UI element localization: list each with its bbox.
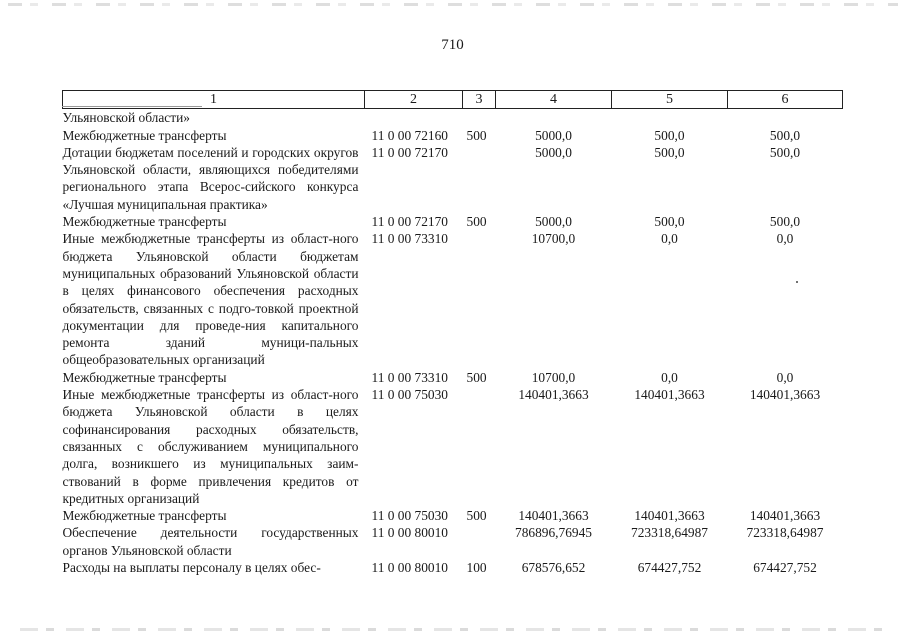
row-code: 11 0 00 73310 bbox=[371, 231, 448, 247]
table-row bbox=[63, 386, 843, 507]
table-row bbox=[63, 369, 843, 386]
row-value-2: 140401,3663 bbox=[634, 387, 705, 403]
row-type bbox=[463, 524, 496, 559]
row-type bbox=[463, 144, 496, 213]
row-value-3: 723318,64987 bbox=[746, 525, 824, 541]
row-type: 500 bbox=[466, 369, 487, 385]
row-name: Межбюджетные трансферты bbox=[62, 127, 227, 143]
table-row bbox=[63, 144, 843, 213]
row-value-2: 0,0 bbox=[661, 231, 678, 247]
row-value-2: 500,0 bbox=[654, 127, 685, 143]
row-value-2: 500,0 bbox=[654, 214, 685, 230]
scan-artifact-bottom bbox=[20, 628, 890, 631]
row-value-1: 678576,652 bbox=[521, 560, 586, 576]
scan-speck bbox=[796, 281, 798, 283]
row-name: Дотации бюджетам поселений и городских округов Ульяновской области, являющихся победителями регионального этапа Всерос-сийского конкурса «Лучшая муниципальная практика» bbox=[62, 144, 359, 212]
row-value-2: 723318,64987 bbox=[631, 525, 708, 541]
row-value-2: 0,0 bbox=[661, 369, 678, 385]
row-value-1: 10700,0 bbox=[531, 231, 576, 247]
column-header: 5 bbox=[612, 91, 728, 109]
row-type bbox=[463, 386, 496, 507]
scan-artifact-top bbox=[8, 3, 898, 6]
row-value-1: 5000,0 bbox=[535, 144, 572, 160]
row-name: Обеспечение деятельности государственных органов Ульяновской области bbox=[62, 525, 359, 558]
row-code: 11 0 00 73310 bbox=[371, 369, 448, 385]
row-value-1: 140401,3663 bbox=[518, 508, 589, 524]
page-number: 710 bbox=[441, 37, 464, 53]
row-name: Ульяновской области» bbox=[62, 110, 190, 126]
row-value-3: 674427,752 bbox=[753, 560, 817, 576]
row-name: Иные межбюджетные трансферты из област-ного бюджета Ульяновской области бюджетам муниципальных образований Ульяновской области в целях финансового обеспечения расходных обязательств, связанных с подго-товкой проектной документации для проведе-ния капитального ремонта зданий муници-пальных общеобразовательных организаций bbox=[62, 231, 359, 368]
table-row bbox=[63, 507, 843, 524]
row-value-3: 140401,3663 bbox=[749, 508, 821, 524]
row-value-1: 786896,76945 bbox=[515, 525, 592, 541]
row-code: 11 0 00 75030 bbox=[371, 387, 448, 403]
row-code: 11 0 00 75030 bbox=[371, 508, 448, 524]
row-value-1: 5000,0 bbox=[535, 127, 572, 143]
row-type: 100 bbox=[466, 560, 487, 576]
column-header: 1 bbox=[63, 91, 365, 109]
column-header: 4 bbox=[496, 91, 612, 109]
row-value-3: 0,0 bbox=[776, 231, 794, 247]
row-type: 500 bbox=[466, 214, 487, 230]
row-name: Межбюджетные трансферты bbox=[62, 369, 227, 385]
row-value-2: 674427,752 bbox=[637, 560, 702, 576]
row-type: 500 bbox=[466, 127, 487, 143]
row-code: 11 0 00 72170 bbox=[371, 214, 448, 230]
table-row bbox=[63, 524, 843, 559]
budget-table bbox=[62, 90, 843, 576]
row-value-3 bbox=[728, 109, 843, 127]
row-name: Межбюджетные трансферты bbox=[62, 214, 227, 230]
column-header: 3 bbox=[463, 91, 496, 109]
row-value-1 bbox=[496, 109, 612, 127]
row-name: Межбюджетные трансферты bbox=[62, 508, 227, 524]
table-row bbox=[63, 127, 843, 144]
table-row bbox=[63, 213, 843, 230]
row-code bbox=[365, 109, 463, 127]
row-code: 11 0 00 72160 bbox=[371, 127, 448, 143]
row-code: 11 0 00 80010 bbox=[371, 560, 448, 576]
row-value-2: 140401,3663 bbox=[634, 508, 705, 524]
row-type bbox=[463, 230, 496, 368]
row-value-1: 5000,0 bbox=[535, 214, 572, 230]
row-value-2 bbox=[612, 109, 728, 127]
row-value-1: 140401,3663 bbox=[518, 387, 589, 403]
row-value-1: 10700,0 bbox=[531, 369, 576, 385]
row-value-3: 500,0 bbox=[769, 144, 801, 160]
row-type: 500 bbox=[466, 508, 487, 524]
row-name: Иные межбюджетные трансферты из област-ного бюджета Ульяновской области в целях софинансирования расходных обязательств, связанных с обслуживанием муниципального долга, возникшего из муниципальных заим-ствований в форме привлечения кредитов от кредитных организаций bbox=[62, 387, 359, 506]
row-value-3: 140401,3663 bbox=[749, 387, 821, 403]
table-row bbox=[63, 109, 843, 127]
row-value-3: 0,0 bbox=[776, 369, 794, 385]
table-row bbox=[63, 230, 843, 368]
column-header: 2 bbox=[365, 91, 463, 109]
row-type bbox=[463, 109, 496, 127]
table-row bbox=[63, 559, 843, 576]
header-underline-mark bbox=[62, 106, 202, 107]
row-value-3: 500,0 bbox=[769, 214, 801, 230]
column-header: 6 bbox=[728, 91, 843, 109]
row-name: Расходы на выплаты персоналу в целях обес- bbox=[62, 560, 321, 576]
row-code: 11 0 00 80010 bbox=[371, 525, 448, 541]
row-value-2: 500,0 bbox=[654, 144, 685, 160]
row-value-3: 500,0 bbox=[769, 127, 801, 143]
row-code: 11 0 00 72170 bbox=[371, 144, 448, 160]
